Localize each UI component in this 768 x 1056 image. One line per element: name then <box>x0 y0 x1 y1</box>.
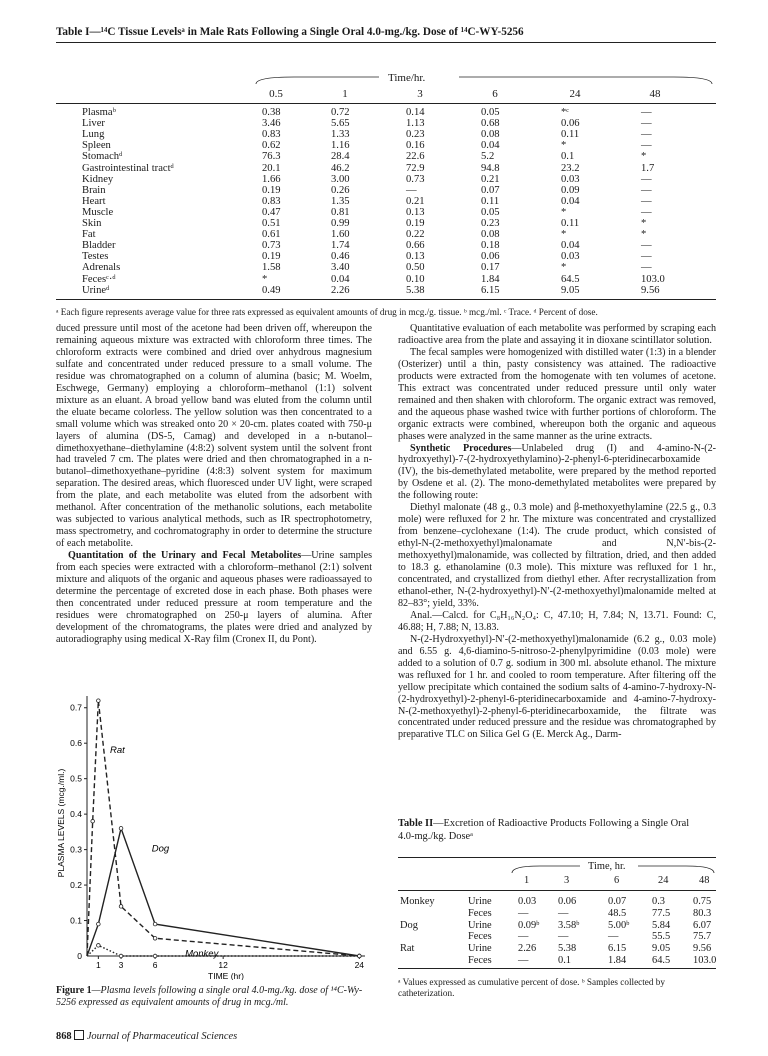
table-2-time-header: 6 <box>614 875 620 886</box>
table-1-row-label: Heart <box>82 195 106 207</box>
table-1-cell: 0.73 <box>406 173 425 185</box>
table-2-species: Rat <box>400 943 415 955</box>
x-tick-label: 3 <box>118 960 124 970</box>
right-text-column <box>398 323 716 741</box>
x-tick-label: 24 <box>354 960 365 970</box>
table-1-row-label: Muscle <box>82 206 114 218</box>
section-heading: Quantitation of the Urinary and Fecal Metabolites <box>68 550 302 562</box>
y-tick-label: 0.3 <box>70 844 82 855</box>
table-2-cell: 0.07 <box>608 896 627 907</box>
table-1-cell: 3.40 <box>331 262 350 274</box>
time-bracket <box>254 71 716 85</box>
table-2-cell: 0.09ᵇ <box>518 919 540 931</box>
table-1-cell: 0.06 <box>481 251 500 263</box>
table-1-cell: 3.46 <box>262 118 281 130</box>
table-1-cell: — <box>641 118 652 130</box>
table-2-title-label: Table II <box>398 818 434 829</box>
y-tick-label: 0.5 <box>70 773 82 784</box>
table-2-cell: 6.15 <box>608 943 627 955</box>
table-1-cell: 0.11 <box>481 195 500 207</box>
figure-1-caption-label: Figure 1 <box>56 985 92 996</box>
table-1-header-rule <box>56 103 716 104</box>
table-1-row-label: Skin <box>82 218 102 229</box>
table-1-cell: 0.04 <box>331 273 350 285</box>
table-1-cell: 0.03 <box>561 173 580 185</box>
table-1-cell: 0.81 <box>331 206 350 218</box>
table-1-cell: 3.00 <box>331 173 350 185</box>
table-2-time-header: 3 <box>564 875 570 886</box>
table-2-cell: 5.84 <box>652 919 671 931</box>
y-tick-label: 0.6 <box>70 738 82 749</box>
table-1-cell: — <box>641 251 652 263</box>
table-1-cell: 0.03 <box>561 251 580 263</box>
series-line-monkey <box>87 945 359 956</box>
table-2-time-label: Time, hr. <box>588 861 626 872</box>
paragraph-text: duced pressure until most of the acetone had been driven off, whereupon the remaining aqueous mixture was extracted with chloroform three times. The chloroform extracts were combined and dried over anhydrous magnesium sulfate and concentrated under reduced pressure to a small volume. The residue was chromatographed on a column of alumina (basic; M. Woelm, Eschwege, Germany) employing a chloroform–methanol (1:1) solvent mixture as an eluant. A broad yellow band was eluted from the column until the eluate became colorless. The yellow solution was then concentrated to a small volume which was streaked onto 20 × 20-cm. plates coated with 750-μ layers of alumina (DS-5, Camag) and developed in a n-butanol–dimethoxyethane–diethylamine (4:8:2) solvent system until the solvent front had traveled 7 cm. The plates were dried and then chromatographed in a n-butanol–dimethoxyethane–pyridine (4:8:3) solvent system for maximum separation. The desired areas, which fluoresced under UV light, were scraped from the plate, and each metabolite was eluted from the adsorbent with methanol. After concentration of the methanolic solutions, each metabolite was subjected to various analytical methods, such as IR spectrophotometry, mass spectrometry, and cochromatography in order to determine the structure of each metabolite. <box>56 323 372 550</box>
table-1-cell: 0.10 <box>406 273 425 285</box>
plasma-levels-chart <box>56 690 372 980</box>
table-2-title <box>398 818 698 843</box>
table-1-time-header: 1 <box>342 88 348 100</box>
table-1-cell: 1.74 <box>331 240 350 252</box>
table-2-top-rule <box>398 857 716 858</box>
y-tick-label: 0.2 <box>70 880 82 891</box>
table-1-cell: 1.58 <box>262 262 281 274</box>
table-2-cell: 55.5 <box>652 931 671 943</box>
table-1-cell: — <box>641 240 652 252</box>
table-1-cell: 0.72 <box>331 107 350 118</box>
table-1-time-header: 0.5 <box>269 88 283 100</box>
table-1-cell: 0.38 <box>262 107 281 118</box>
table-1-cell: 0.05 <box>481 107 500 118</box>
table-1-cell: 2.26 <box>331 284 350 296</box>
table-1-cell: 1.33 <box>331 129 350 141</box>
table-1-cell: 0.11 <box>561 218 580 229</box>
data-point-rat <box>97 699 101 703</box>
data-point-monkey <box>153 954 157 958</box>
body-paragraph <box>56 323 372 550</box>
table-1-row-label: Fecesᶜ·ᵈ <box>82 273 116 285</box>
square-glyph <box>74 1030 84 1040</box>
y-tick-label: 0.4 <box>70 809 82 820</box>
table-1-cell: * <box>561 262 567 274</box>
body-paragraph <box>398 610 716 634</box>
table-1-cell: 0.13 <box>406 206 425 218</box>
table-1-cell: 20.1 <box>262 162 281 174</box>
table-1-cell: 0.14 <box>406 107 425 118</box>
table-1-row-label: Plasmaᵇ <box>82 107 116 118</box>
body-paragraph <box>398 634 716 742</box>
table-2-title-text: —Excretion of Radioactive Products Following a Single Oral 4.0-mg./kg. Doseᵃ <box>398 818 690 842</box>
table-1-cell: 0.19 <box>406 218 425 229</box>
paragraph-text: N-(2-Hydroxyethyl)-N′-(2-methoxyethyl)malonamide (6.2 g., 0.03 mole) and 6.55 g. 4,6-diamino-5-nitroso-2-phenylpyrimidine (0.03 mole) were added to a solution of 0.7 g. sodium in 300 ml. absolute ethanol. The mixture was refluxed for 1 hr. and cooled to room temperature. After filtering off the yellow precipitate which contained the sodium salts of 4-amino-7-hydroxy-N-(2-hydroxyethyl)-2-phenyl-6-pteridinecarboxamide and 4-amino-7-hydroxy-N-(2-methoxyethyl)-2-phenyl-6-pteridinecarboxamide, the filtrate was concentrated under reduced pressure and the residue was chromatographed by preparative TLC on Silica Gel G (E. Merck Ag., Darm- <box>398 633 716 741</box>
y-origin-label: 0 <box>77 951 82 961</box>
table-1-row-label: Spleen <box>82 140 111 152</box>
paragraph-text: Diethyl malonate (48 g., 0.3 mole) and β-methoxyethylamine (22.5 g., 0.3 mole) were refluxed for 2 hr. The mixture was concentrated and crystallized from benzene–cyclohexane (1:4). The crude product, which consisted of ethyl-N-(2-methoxyethyl)malonamate and N,N′-bis-(2-methoxyethyl)malonamide, was collected by filtration, dried, and then added to 18.3 g. ethanolamine (0.3 mole). This mixture was refluxed for 1 hr., concentrated, and crystallized from diethyl ether. After recrystallization from ethanol-ether, N-(2-hydroxyethyl)-N′-(2-methoxyethyl)malonamide melted at 82–83°; yield, 33%. <box>398 502 716 609</box>
data-point-dog <box>153 922 157 926</box>
table-1-cell: 6.15 <box>481 284 500 296</box>
table-2-cell: 9.05 <box>652 943 671 955</box>
table-2-cell: 1.84 <box>608 955 627 966</box>
data-point-dog <box>97 922 101 926</box>
table-2-bottom-rule <box>398 968 716 969</box>
table-1-cell: 72.9 <box>406 162 425 174</box>
paragraph-text: —Urine samples from each species were extracted with a chloroform–methanol (2:1) solvent mixture and aliquots of the organic and aqueous phases were radioassayed to determine the percentage of excreted dose in each phase. Both phases were then concentrated under reduced pressure at room temperature and the residues were chromatographed on 250-μ layers of alumina. After development of the chromatograms, the plates were dried and analyzed by autoradiography using medical X-Ray film (Cronex II, du Pont). <box>56 550 373 645</box>
data-point-monkey <box>119 954 123 958</box>
series-label-rat: Rat <box>110 744 125 756</box>
table-2-cell: — <box>518 931 529 943</box>
table-2-cell: 6.07 <box>693 919 712 931</box>
x-tick-label: 12 <box>218 960 228 970</box>
table-2-type: Urine <box>468 919 492 931</box>
table-2-cell: 64.5 <box>652 955 671 966</box>
body-paragraph <box>398 502 716 610</box>
table-1-cell: — <box>641 262 652 274</box>
table-1-cell: 5.2 <box>481 151 495 163</box>
table-1-cell: — <box>641 140 652 152</box>
table-1-cell: 22.6 <box>406 151 425 163</box>
table-2-cell: 9.56 <box>693 943 712 955</box>
table-2-cell: — <box>558 931 569 943</box>
table-2-footnote: ᵃ Values expressed as cumulative percent of dose. ᵇ Samples collected by catheterization. <box>398 977 665 998</box>
table-1-cell: 0.66 <box>406 240 425 252</box>
table-1-top-rule <box>56 42 716 43</box>
table-1-cell: 1.66 <box>262 173 281 185</box>
data-point-monkey <box>97 944 101 948</box>
table-1-cell: 0.04 <box>481 140 500 152</box>
table-2-type: Feces <box>468 931 492 943</box>
table-1-time-header: 3 <box>417 88 423 100</box>
table-1-time-header: 6 <box>492 88 498 100</box>
table-2-cell: 0.75 <box>693 896 712 907</box>
table-1-cell: 0.07 <box>481 184 500 196</box>
paragraph-text: Quantitative evaluation of each metabolite was performed by scraping each radioactive area from the plate and assaying it in dioxane scintillator solution. <box>398 323 716 346</box>
table-1-row-label: Urineᵈ <box>82 284 110 296</box>
body-paragraph <box>398 443 716 503</box>
table-2-cell: 80.3 <box>693 907 712 919</box>
series-label-dog: Dog <box>151 843 170 855</box>
table-1-row-label: Adrenals <box>82 262 121 274</box>
table-2-cell: — <box>518 955 529 966</box>
figure-1-caption-text: —Plasma levels following a single oral 4.0-mg./kg. dose of ¹⁴C-Wy-5256 expressed as equivalent amounts of drug in mcg./ml. <box>56 985 363 1008</box>
table-1-cell: * <box>641 151 647 163</box>
table-1-cell: 0.26 <box>331 184 350 196</box>
table-2-cell: 48.5 <box>608 907 627 919</box>
table-1-bottom-rule <box>56 299 716 300</box>
table-1-cell: 0.49 <box>262 284 281 296</box>
body-paragraph <box>56 550 372 646</box>
table-1-cell: 0.09 <box>561 184 580 196</box>
y-tick-label: 0.1 <box>70 915 82 926</box>
table-1-cell: 0.50 <box>406 262 425 274</box>
table-1-cell: 0.17 <box>481 262 500 274</box>
table-1-cell: 0.62 <box>262 140 281 152</box>
table-1-cell: 0.83 <box>262 129 281 141</box>
journal-name: Journal of Pharmaceutical Sciences <box>86 1031 238 1042</box>
table-2-cell: — <box>608 931 619 943</box>
table-1-cell: 0.18 <box>481 240 500 252</box>
table-1-row-label: Kidney <box>82 173 114 185</box>
figure-1-caption <box>56 985 372 1009</box>
x-tick-label: 6 <box>152 960 158 970</box>
table-1-cell: 0.19 <box>262 184 281 196</box>
table-1-cell: 0.51 <box>262 218 281 229</box>
table-1-time-header: 48 <box>649 88 661 100</box>
table-1-row-label: Liver <box>82 118 105 130</box>
table-1-cell: 23.2 <box>561 162 580 174</box>
table-1-cell: 0.23 <box>406 129 425 141</box>
page-footer <box>56 1030 237 1042</box>
table-1-cell: * <box>561 140 567 152</box>
table-1-cell: *ᶜ <box>561 107 570 118</box>
table-2-header-rule <box>398 890 716 891</box>
table-1-cell: 103.0 <box>641 273 665 285</box>
table-1-cell: 0.46 <box>331 251 350 263</box>
table-1-row-label: Bladder <box>82 240 116 252</box>
table-1-cell: 0.83 <box>262 195 281 207</box>
table-1-cell: 0.21 <box>406 195 425 207</box>
data-point-monkey <box>358 954 362 958</box>
table-2-cell: 103.0 <box>693 955 717 966</box>
table-1-cell: — <box>641 129 652 141</box>
data-point-dog <box>119 827 123 831</box>
paragraph-text: Anal.—Calcd. for C₈H₁₆N₂O₄: C, 47.10; H, 7.84; N, 13.71. Found: C, 46.88; H, 7.88; N, 13.83. <box>398 609 716 633</box>
table-1-cell: 0.68 <box>481 118 500 130</box>
table-1-time-label: Time/hr. <box>388 72 426 84</box>
y-tick-label: 0.7 <box>70 702 82 713</box>
table-1-cell: * <box>641 229 647 241</box>
table-1-cell: — <box>641 206 652 218</box>
table-2-type: Urine <box>468 896 492 907</box>
table-1-cell: — <box>641 173 652 185</box>
table-1-time-header: 24 <box>569 88 581 100</box>
table-1-cell: 1.7 <box>641 162 655 174</box>
table-1-cell: 0.47 <box>262 206 281 218</box>
table-1-cell: 0.13 <box>406 251 425 263</box>
data-point-rat <box>153 936 157 940</box>
x-axis-title: TIME (hr) <box>208 971 244 980</box>
table-1-cell: 28.4 <box>331 151 350 163</box>
table-1-cell: 0.61 <box>262 229 281 241</box>
table-1-cell: 0.1 <box>561 151 575 163</box>
table-1-cell: 0.04 <box>561 240 580 252</box>
data-point-rat <box>119 905 123 909</box>
table-2-time-header: 24 <box>658 875 669 886</box>
body-paragraph <box>398 323 716 347</box>
table-1-cell: — <box>641 184 652 196</box>
x-tick-label: 1 <box>95 960 101 970</box>
table-2-cell: 77.5 <box>652 907 671 919</box>
table-1-row-label: Brain <box>82 184 106 196</box>
table-1-cell: 0.04 <box>561 195 580 207</box>
table-1-cell: 46.2 <box>331 162 350 174</box>
table-1-cell: 0.08 <box>481 229 500 241</box>
table-1-cell: 0.06 <box>561 118 580 130</box>
series-line-dog <box>87 828 359 956</box>
table-1-cell: 0.23 <box>481 218 500 229</box>
table-1-cell: 0.05 <box>481 206 500 218</box>
table-1-cell: 0.73 <box>262 240 281 252</box>
table-1-row-label: Gastrointestinal tractᵈ <box>82 162 174 174</box>
table-1-title: Table I—¹⁴C Tissue Levelsᵃ in Male Rats Following a Single Oral 4.0-mg./kg. Dose of ¹⁴C-WY-5256 <box>56 26 524 38</box>
table-1-cell: — <box>641 107 652 118</box>
table-1-cell: 0.21 <box>481 173 500 185</box>
table-1-cell: * <box>262 273 268 285</box>
table-2-type: Feces <box>468 907 492 919</box>
table-1-cell: — <box>406 184 417 196</box>
table-1-cell: 9.56 <box>641 284 660 296</box>
section-heading: Synthetic Procedures <box>410 442 512 454</box>
table-1-cell: 0.16 <box>406 140 425 152</box>
table-1-cell: 1.35 <box>331 195 350 207</box>
table-1-cell: 0.22 <box>406 229 425 241</box>
table-1-row-label: Testes <box>82 251 109 263</box>
table-1-cell: 0.99 <box>331 218 350 229</box>
table-1-cell: 1.16 <box>331 140 350 152</box>
body-paragraph <box>398 347 716 443</box>
table-2-cell: 5.00ᵇ <box>608 919 630 931</box>
table-1-cell: 0.19 <box>262 251 281 263</box>
table-2-type: Feces <box>468 955 492 966</box>
table-1-cell: 9.05 <box>561 284 580 296</box>
table-1-cell: * <box>641 218 647 229</box>
table-1-row-label: Fat <box>82 229 96 241</box>
left-text-column <box>56 323 372 646</box>
paragraph-text: The fecal samples were homogenized with distilled water (1:3) in a blender (Osterizer) until a thin, pasty consistency was attained. The radioactive products were extracted from the homogenate with ten volumes of acetone. This extract was concentrated under reduced pressure until only water remained and then shaken with chloroform. The organic extract was removed, and the aqueous phase washed twice with further portions of chloroform. The organic extracts were combined, whereupon both the organic and aqueous phases were analyzed in the same manner as the urine extracts. <box>398 346 716 442</box>
table-2-species: Dog <box>400 919 418 931</box>
table-1-cell: — <box>641 195 652 207</box>
table-1-cell: 1.84 <box>481 273 500 285</box>
paragraph-text: —Unlabeled drug (I) and 4-amino-N-(2-hydroxyethyl)-7-(2-hydroxyethylamino)-2-phenyl-6-pteridinecarboxamide (IV), the bis-demethylated metabolite, were prepared by the method reported by Osdene et al. (2). The mono-demethylated metabolites were prepared by the following route: <box>398 442 716 502</box>
table-2-cell: 0.1 <box>558 955 571 966</box>
table-1-cell: 0.11 <box>561 129 580 141</box>
table-2-cell: — <box>558 907 569 919</box>
table-2-cell: 5.38 <box>558 943 577 955</box>
table-1-cell: 94.8 <box>481 162 500 174</box>
table-1-cell: 0.08 <box>481 129 500 141</box>
series-label-monkey: Monkey <box>185 948 219 960</box>
table-2-cell: 3.58ᵇ <box>558 919 580 931</box>
table-1-row-label: Lung <box>82 129 105 141</box>
table-2-cell: 0.3 <box>652 896 665 907</box>
table-2-type: Urine <box>468 943 492 955</box>
table-1-cell: 1.13 <box>406 118 425 130</box>
series-line-rat <box>87 701 359 956</box>
table-1-cell: 76.3 <box>262 151 281 163</box>
table-2-species: Monkey <box>400 896 435 907</box>
table-1-row-label: Stomachᵈ <box>82 151 123 163</box>
page-number: 868 <box>56 1031 72 1042</box>
table-1-cell: * <box>561 206 567 218</box>
table-2-time-header: 48 <box>699 875 710 886</box>
table-2-cell: 0.06 <box>558 896 577 907</box>
table-2-cell: 2.26 <box>518 943 537 955</box>
table-1-footnote: ᵃ Each figure represents average value for three rats expressed as equivalent amounts of drug in mcg./g. tissue. ᵇ mcg./ml. ᶜ Trace. ᵈ Percent of dose. <box>56 307 598 317</box>
table-1-cell: 5.38 <box>406 284 425 296</box>
table-2-cell: 75.7 <box>693 931 712 943</box>
table-1-cell: 5.65 <box>331 118 350 130</box>
table-2-cell: 0.03 <box>518 896 537 907</box>
table-2-cell: — <box>518 907 529 919</box>
table-1-cell: 64.5 <box>561 273 580 285</box>
data-point-rat <box>91 819 95 823</box>
table-2-time-header: 1 <box>524 875 530 886</box>
table-1-cell: * <box>561 229 567 241</box>
y-axis-title: PLASMA LEVELS (mcg./ml.) <box>56 768 66 878</box>
table-1-cell: 1.60 <box>331 229 350 241</box>
